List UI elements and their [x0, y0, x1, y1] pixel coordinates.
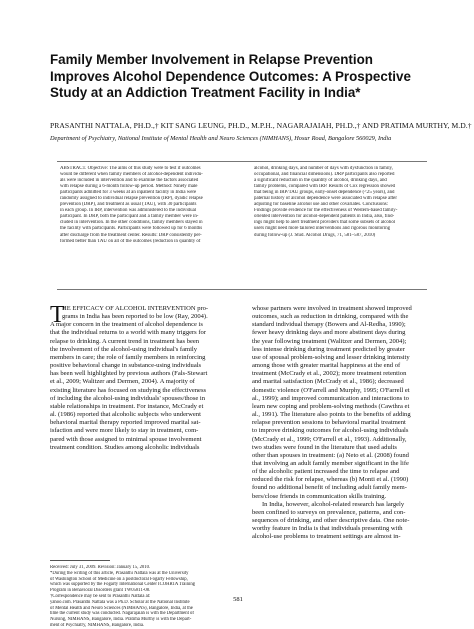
abstract-line: participant. In DRP, both the participant and a family member were in- [60, 214, 199, 220]
body-line: outcomes, such as reduction in drinking, compared with the [252, 313, 409, 321]
affiliation: Department of Psychiatry, National Institute of Mental Health and Neuro Sciences (NIMHANS), Hosur Road, Bangalore 560029, India [50, 135, 392, 142]
body-right-column [252, 305, 450, 542]
footnote-line: *During the writing of this article, Prasanthi Nattala was at the University [50, 570, 189, 576]
body-line: HE EFFICACY OF ALCOHOL INTERVENTION pro- [62, 305, 209, 312]
abstract-line: formed better than TAU on all of the outcomes (reduction in quantity of [60, 238, 201, 244]
body-line: In India, however, alcohol-related research has largely [262, 500, 405, 508]
body-line: two studies were found in the literature that used adults [252, 443, 397, 451]
body-line: treatment condition. Studies among alcoholic individuals [50, 443, 200, 451]
body-line: worthy feature in India is that individuals presenting with [252, 525, 403, 533]
body-line: less intense drinking during treatment predicted by greater [252, 345, 405, 353]
abstract-line: during follow-up (J. Stud. Alcohol Drugs, 71, 581–587, 2010) [254, 232, 376, 238]
abstract-line: users might need more tailored interventions and rigorous monitoring [254, 226, 391, 232]
body-line: grams in India has been reported to be low (Ray, 2004). [62, 313, 208, 321]
title-line: Improves Alcohol Dependence Outcomes: A Prospective [50, 68, 411, 84]
body-line: existing literature has focused on studying the effectiveness [50, 386, 207, 394]
abstract-line: after discharge from the treatment center. Results: DRP consistently per- [60, 232, 202, 238]
body-line: behavioral marital therapy reported improved marital sat- [50, 419, 201, 427]
footnote-line: of Washington School of Medicine on a postdoctoral Fogarty Fellowship, [50, 576, 188, 582]
body-line: use of spousal problem-solving and lesser drinking intensity [252, 353, 410, 361]
page-number: 581 [233, 596, 243, 603]
abstract-line: paternal history of alcohol dependence were associated with relapse after [254, 196, 397, 202]
footnote-divider [50, 560, 110, 561]
title-line: Family Member Involvement in Relapse Prevention [50, 52, 373, 67]
body-line: alcohol-use problems to treatment settings are almost in- [252, 533, 401, 541]
abstract-line: occupational, and financial dimensions). DRP participants also reported [254, 172, 395, 178]
body-line: members in care; the role of family members in reinforcing [50, 353, 206, 361]
body-line: the involvement of the alcohol-using individual's family [50, 345, 198, 353]
body-line: isfaction and were more likely to stay in treatment, com- [50, 427, 199, 435]
drop-cap: T [50, 302, 65, 328]
abstract-left-column [60, 166, 238, 245]
body-line: positive behavioral change in substance-using individuals [50, 362, 202, 370]
body-line: reduced the risk for relapse, whereas (b) Monti et al. (1990) [252, 476, 409, 484]
footnote-line: yahoo.com. Prasanthi Nattala was a Ph.D. Scholar at the National Institute [50, 599, 190, 605]
abstract-line: participants admitted for 3 weeks at an inpatient facility in India were [60, 190, 197, 196]
body-line: of the alcoholic patient increased the time to relapse and [252, 468, 400, 476]
footnote-line: time the current study was conducted. Nagarajaiah is with the Department of [50, 611, 194, 617]
footnote-line: of Mental Health and Neuro Sciences (NIMHANS), Bangalore, India, at the [50, 605, 193, 611]
body-line: has been well highlighted by previous authors (Fals-Stewart [50, 370, 208, 378]
body-line: (McCrady et al., 1999; O'Farrell et al., 1993). Additionally, [252, 435, 407, 443]
abstract-line: ings might help to alert treatment providers that some subsets of alcohol [254, 220, 396, 226]
body-line: that the individual returns to a world with many triggers for [50, 329, 206, 337]
footnote-line: Program in Behavioral Disorders grant TW05811-08. [50, 588, 151, 594]
body-line: to improve drinking outcomes for alcohol-using individuals [252, 427, 409, 435]
body-line: relapse to drinking. A current trend in treatment has been [50, 337, 200, 345]
footnote-line: Nursing, NIMHANS, Bangalore, India. Pratima Murthy is with the Depart- [50, 617, 192, 623]
abstract-right-column [254, 166, 426, 239]
abstract-line: Findings provide evidence for the effectiveness of Western-based family- [254, 208, 398, 214]
body-line: of including the alcohol-using individuals' spouses/those in [50, 394, 206, 402]
abstract-line: cluded in intervention. In the other conditions, family members stayed in [60, 220, 203, 226]
body-line: the year following treatment (Walitzer and Dermen, 2004); [252, 337, 407, 345]
body-line: that involving an adult family member significant in the life [252, 459, 409, 467]
body-line: been confined to surveys on prevalence, patterns, and con- [252, 508, 406, 516]
abstract-line: with relapse during a 6-month follow-up period. Method: Ninety male [60, 184, 198, 190]
body-line: sequences of drinking, and other descriptive data. One note- [252, 517, 410, 525]
title-line: Study at an Addiction Treatment Facility in India* [50, 85, 361, 100]
abstract-line: als were included in intervention and to examine the factors associated [60, 178, 199, 184]
abstract-line: would be different when family members of alcohol-dependent individu- [60, 172, 203, 178]
body-line: and marital satisfaction (McCrady et al., 1986); decreased [252, 378, 404, 386]
abstract-line: in each group. In IRP, intervention was administered to the individual [60, 208, 197, 214]
body-line: relapse prevention sessions to behavioral marital treatment [252, 419, 406, 427]
body-line: found no additional benefit of including adult family mem- [252, 484, 407, 492]
body-line: stable relationships in treatment. For instance, McCrady et [50, 402, 204, 410]
body-line: bers/close friends in communication skills training. [252, 492, 387, 500]
body-line: et al., 2009; Walitzer and Dermen, 2004). A majority of [50, 378, 195, 386]
body-line: treatment (McCrady et al., 2002); more treatment retention [252, 370, 407, 378]
abstract-line: that being in IRP/TAU groups, early-onset dependence (<25 years), and [254, 190, 395, 196]
body-line: whose partners were involved in treatment showed improved [252, 305, 412, 312]
footnote-line: †Correspondence may be sent to Prasanthi Nattala at: [50, 593, 151, 599]
abstract-line: alcohol, drinking days, and number of days with dysfunction in family, [254, 166, 393, 171]
body-line: learn new coping and problem-solving methods (Cawthra et [252, 402, 410, 410]
body-line: among those with greater marital happiness at the end of [252, 362, 401, 370]
abstract-line: randomly assigned to individual relapse prevention (IRP), dyadic relapse [60, 196, 203, 202]
footnotes [50, 565, 242, 629]
body-line: A major concern in the treatment of alcohol dependence is [50, 321, 203, 329]
abstract-line: the facility with participants. Participants were followed up for 6 months [60, 226, 203, 232]
body-line: standard individual therapy (Bowers and Al-Redha, 1990); [252, 321, 406, 329]
abstract-line: family problems, compared with IRP. Results of Cox regression showed [254, 184, 396, 190]
footnote-line: which was supported by the Fogarty International Center ICOHRTA Training [50, 582, 196, 588]
body-line: domestic violence (O'Farrell and Murphy, 1995; O'Farrell et [252, 386, 410, 394]
body-left-column [50, 302, 240, 452]
body-line: al. (1986) reported that alcoholic subjects who underwent [50, 411, 201, 419]
abstract-line: prevention (DRP), and treatment as usual (TAU), with 30 participants [60, 202, 197, 208]
footnote-line: Received: July 31, 2009. Revision: January 15, 2010. [50, 565, 151, 570]
footnote-line: ment of Psychiatry, NIMHANS, Bangalore, India. [50, 622, 145, 628]
body-line: al., 1999); and improved communication and interactions to [252, 394, 409, 402]
article-title [50, 52, 430, 102]
author-list: PRASANTHI NATTALA, PH.D.,† KIT SANG LEUNG, PH.D., M.P.H., NAGARAJAIAH, PH.D.,† AND PRATIMA MURTHY, M.D.† [50, 121, 472, 130]
abstract-line: oriented intervention for alcohol-dependent patients in India, also, find- [254, 214, 395, 220]
abstract-line: adjusting for baseline alcohol use and other covariates. Conclusions: [254, 202, 389, 208]
body-line: fewer heavy drinking days and more abstinent days during [252, 329, 406, 337]
abstract-line: ABSTRACT. Objective: The aims of this study were to test if outcomes [60, 166, 201, 171]
body-line: other than spouses in treatment: (a) Neto et al. (2008) found [252, 451, 409, 459]
body-line: pared with those assigned to minimal spouse involvement [50, 435, 202, 443]
body-line: al., 1991). The literature also points to the benefits of adding [252, 411, 411, 419]
abstract-line: a significant reduction in the quantity of alcohol, drinking days, and [254, 178, 387, 184]
